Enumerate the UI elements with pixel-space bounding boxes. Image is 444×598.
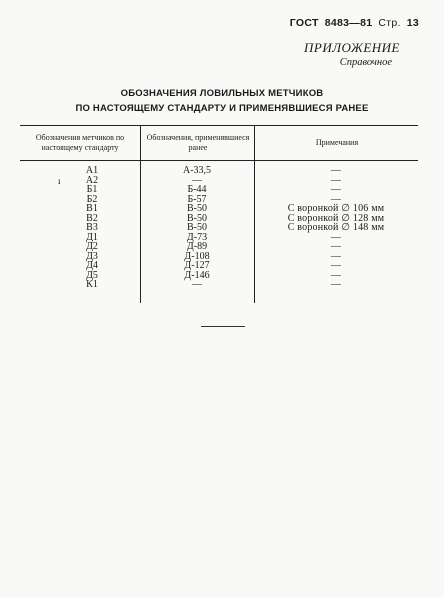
table-row bbox=[20, 176, 418, 186]
cell-current: Д4 bbox=[86, 260, 98, 271]
cell-previous: В-50 bbox=[187, 222, 207, 233]
cell-note: — bbox=[330, 231, 342, 243]
cell-previous: — bbox=[192, 174, 202, 186]
table-title-line-1: ОБОЗНАЧЕНИЯ ЛОВИЛЬНЫХ МЕТЧИКОВ bbox=[120, 88, 324, 99]
appendix-title: ПРИЛОЖЕНИЕ bbox=[304, 40, 400, 55]
table-row bbox=[20, 223, 418, 233]
table-row bbox=[20, 242, 418, 252]
cell-current: А2 bbox=[85, 174, 99, 186]
cell-note: — bbox=[330, 250, 342, 262]
cell-note: — bbox=[330, 174, 342, 186]
page-number: 13 bbox=[406, 17, 419, 29]
cell-current: Д1 bbox=[86, 231, 98, 243]
header-current-designation: Обозначения метчиков по настоящему стандарту bbox=[35, 133, 125, 152]
cell-current: Б2 bbox=[86, 193, 98, 205]
cell-previous: Д-89 bbox=[186, 241, 208, 252]
page-header bbox=[284, 17, 419, 29]
table-row bbox=[20, 280, 418, 290]
cell-current: Д2 bbox=[86, 241, 98, 252]
table-row bbox=[20, 261, 418, 271]
standard-label: ГОСТ bbox=[289, 17, 319, 29]
designations-table bbox=[20, 125, 418, 303]
cell-previous: Д-73 bbox=[186, 231, 208, 243]
table-header bbox=[20, 125, 418, 161]
cell-current: В3 bbox=[86, 222, 98, 233]
cell-previous: Д-108 bbox=[184, 250, 210, 262]
margin-mark: ı bbox=[58, 176, 61, 186]
appendix-subtitle: Справочное bbox=[339, 57, 392, 68]
cell-current: Д3 bbox=[86, 250, 98, 262]
cell-note: — bbox=[330, 260, 342, 271]
cell-current: А1 bbox=[85, 165, 99, 176]
end-rule bbox=[201, 326, 245, 327]
table-rows bbox=[20, 166, 418, 290]
table-title-line-2: ПО НАСТОЯЩЕМУ СТАНДАРТУ И ПРИМЕНЯВШИЕСЯ РАНЕЕ bbox=[75, 103, 369, 114]
cell-note: — bbox=[330, 165, 342, 176]
cell-note: — bbox=[330, 269, 342, 281]
cell-note: — bbox=[330, 184, 342, 195]
cell-note: — bbox=[330, 279, 342, 290]
cell-current: Д5 bbox=[86, 269, 98, 281]
cell-current: К1 bbox=[86, 279, 98, 290]
cell-previous: В-50 bbox=[187, 212, 207, 224]
cell-previous: А-33,5 bbox=[182, 165, 212, 176]
table-body bbox=[20, 161, 418, 303]
cell-previous: Б-44 bbox=[187, 184, 207, 195]
page-word: Стр. bbox=[378, 17, 401, 29]
cell-note: С воронкой ∅ 148 мм bbox=[287, 222, 385, 233]
cell-note: С воронкой ∅ 128 мм bbox=[287, 212, 385, 224]
table-row bbox=[20, 166, 418, 176]
standard-number: 8483—81 bbox=[324, 17, 373, 29]
cell-previous: Д-146 bbox=[184, 269, 210, 281]
table-row bbox=[20, 252, 418, 262]
cell-current: Б1 bbox=[86, 184, 98, 195]
header-previous-designation: Обозначения, применявшиеся ранее bbox=[140, 126, 255, 160]
cell-previous: В-50 bbox=[187, 203, 207, 214]
table-row bbox=[20, 233, 418, 243]
table-row bbox=[20, 271, 418, 281]
header-notes: Примечания bbox=[254, 126, 419, 160]
cell-note: — bbox=[330, 241, 342, 252]
cell-previous: Д-127 bbox=[184, 260, 210, 271]
cell-current: В1 bbox=[86, 203, 98, 214]
cell-previous: — bbox=[192, 279, 202, 290]
cell-note: С воронкой ∅ 106 мм bbox=[287, 203, 385, 214]
table-title bbox=[0, 86, 444, 116]
table-row bbox=[20, 185, 418, 195]
cell-note: — bbox=[330, 193, 342, 205]
cell-previous: Б-57 bbox=[187, 193, 207, 205]
cell-current: В2 bbox=[86, 212, 98, 224]
